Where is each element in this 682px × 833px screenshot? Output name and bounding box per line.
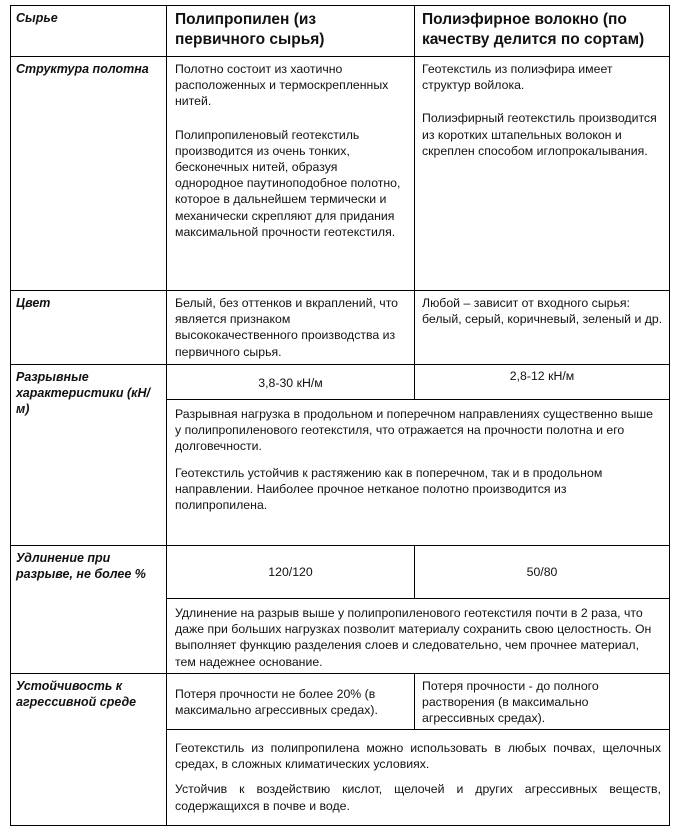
elongation-polyester: 50/80 [414,545,670,599]
structure-pe-paragraph-2: Полиэфирный геотекстиль производится из коротких штапельных волокон и скреплен способом иглопрокалывания. [422,111,657,158]
label-aggressive-resistance: Устойчивость к агрессивной среде [10,673,167,826]
structure-polypropylene [166,56,415,291]
label-breaking-strength: Разрывные характеристики (кН/м) [10,364,167,546]
elongation-polypropylene: 120/120 [166,545,415,599]
resistance-polyester: Потеря прочности - до полного растворения (в максимально агрессивных средах). [414,673,670,730]
header-polyester: Полиэфирное волокно (по качеству делится по сортам) [414,5,670,57]
elongation-note: Удлинение на разрыв выше у полипропиленового геотекстиля почти в 2 раза, что даже при больших нагрузках позволит материалу сохранить свою целостность. Он выполняет функцию разделения слоев и следовательно, чем прочнее материал, тем надежнее основание. [166,598,670,674]
strength-note [166,399,670,546]
strength-note-paragraph-1: Разрывная нагрузка в продольном и поперечном направлениях существенно выше у полипропиленового геотекстиля, что отражается на прочности полотна и его долговечности. [175,407,654,454]
resistance-note [166,729,670,826]
resistance-note-paragraph-1: Геотекстиль из полипропилена можно использовать в любых почвах, щелочных средах, в сложных климатических условиях. [175,741,661,772]
structure-polyester [414,56,670,291]
structure-pe-paragraph-1: Геотекстиль из полиэфира имеет структур войлока. [422,62,613,93]
header-raw-material: Сырье [10,5,167,57]
resistance-note-paragraph-2: Устойчив к воздействию кислот, щелочей и других агрессивных веществ, содержащихся в почве и воде. [175,782,661,813]
resistance-polypropylene: Потеря прочности не более 20% (в максимально агрессивных средах). [166,673,415,730]
label-elongation: Удлинение при разрыве, не более % [10,545,167,674]
header-polypropylene: Полипропилен (из первичного сырья) [166,5,415,57]
color-polypropylene: Белый, без оттенков и вкраплений, что является признаком высококачественного производства из первичного сырья. [166,290,415,365]
strength-polypropylene: 3,8-30 кН/м [166,364,415,400]
color-polyester: Любой – зависит от входного сырья: белый, серый, коричневый, зеленый и др. [414,290,670,365]
strength-polyester: 2,8-12 кН/м [414,364,670,400]
label-color: Цвет [10,290,167,365]
strength-note-paragraph-2: Геотекстиль устойчив к растяжению как в поперечном, так и в продольном направлении. Наиболее прочное нетканое полотно производится из полипропилена. [175,465,603,513]
structure-pp-paragraph-2: Полипропиленовый геотекстиль производится из очень тонких, бесконечных нитей, образуя однородное паутиноподобное полотно, которое в дальнейшем термически и механически скрепляют для придания максимальной прочности геотекстиля. [175,127,401,239]
label-structure: Структура полотна [10,56,167,291]
structure-pp-paragraph-1: Полотно состоит из хаотично расположенных и термоскрепленных нитей. [175,62,389,109]
